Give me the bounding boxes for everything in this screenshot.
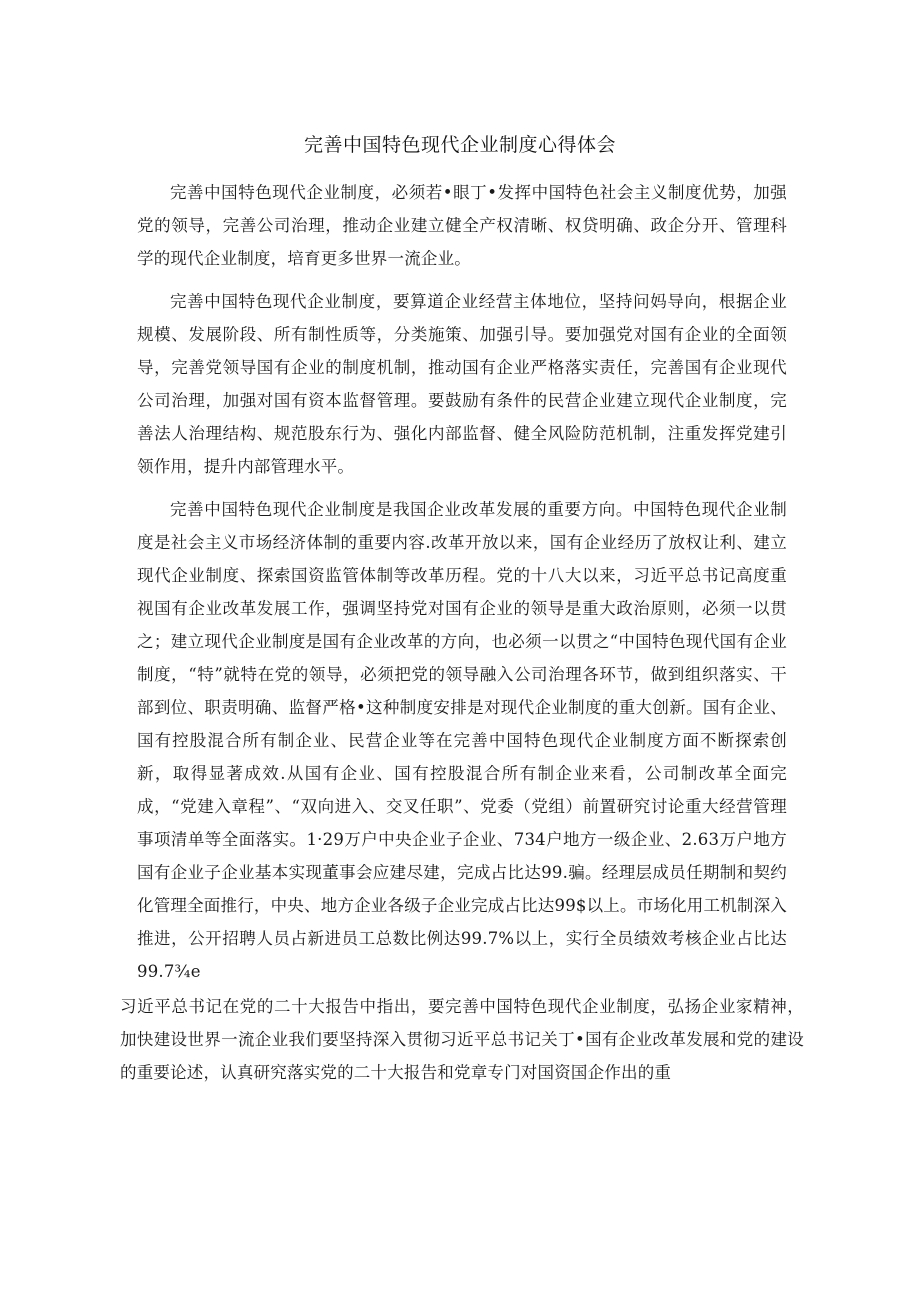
- paragraph-3: 完善中国特色现代企业制度是我国企业改革发展的重要方向。中国特色现代企业制度是社会主义市场经济体制的重要内容.改革开放以来，国有企业经历了放权让利、建立现代企业制度、探索国资监管体制等改革历程。党的十八大以来，习近平总书记高度重视国有企业改革发展工作，强调坚持党对国有企业的领导是重大政治原则，必须一以贯之；建立现代企业制度是国有企业改革的方向，也必须一以贯之“中国特色现代国有企业制度，“特”就特在党的领导，必须把党的领导融入公司治理各环节，做到组织落实、干部到位、职责明确、监督严格•这种制度安排是对现代企业制度的重大创新。国有企业、国有控股混合所有制企业、民营企业等在完善中国特色现代企业制度方面不断探索创新，取得显著成效.从国有企业、国有控股混合所有制企业来看，公司制改革全面完成，“党建入章程”、“双向进入、交叉任职”、党委（党组）前置研究讨论重大经营管理事项清单等全面落实。1·29万户中央企业子企业、734户地方一级企业、2.63万户地方国有企业子企业基本实现董事会应建尽建，完成占比达99.骗。经理层成员任期制和契约化管理全面推行，中央、地方企业各级子企业完成占比达99$以上。市场化用工机制深入推进，公开招聘人员占新进员工总数比例达99.7%以上，实行全员绩效考核企业占比达99.7¾e: [137, 500, 787, 981]
- paragraph-4: 习近平总书记在党的二十大报告中指出，要完善中国特色现代企业制度，弘扬企业家精神，加快建设世界一流企业我们要坚持深入贯彻习近平总书记关丁•国有企业改革发展和党的建设的重要论述，认真研究落实党的二十大报告和党章专门对国资国企作出的重: [120, 997, 804, 1082]
- document-body: [120, 176, 804, 1089]
- page-title: 完善中国特色现代企业制度心得体会: [303, 134, 616, 156]
- paragraph-2: 完善中国特色现代企业制度，要算道企业经营主体地位，坚持问妈导向，根据企业规模、发展阶段、所有制性质等，分类施策、加强引导。要加强党对国有企业的全面领导，完善党领导国有企业的制度机制，推动国有企业严格落实责任，完善国有企业现代公司治理，加强对国有资本监督管理。要鼓励有条件的民营企业建立现代企业制度，完善法人治理结构、规范股东行为、强化内部监督、健全风险防范机制，注重发挥党建引领作用，提升内部管理水平。: [137, 292, 787, 476]
- paragraph-1: 完善中国特色现代企业制度，必须若•眼丁•发挥中国特色社会主义制度优势，加强党的领导，完善公司治理，推动企业建立健全产权清晰、权贷明确、政企分开、管理科学的现代企业制度，培育更多世界一流企业。: [137, 183, 787, 268]
